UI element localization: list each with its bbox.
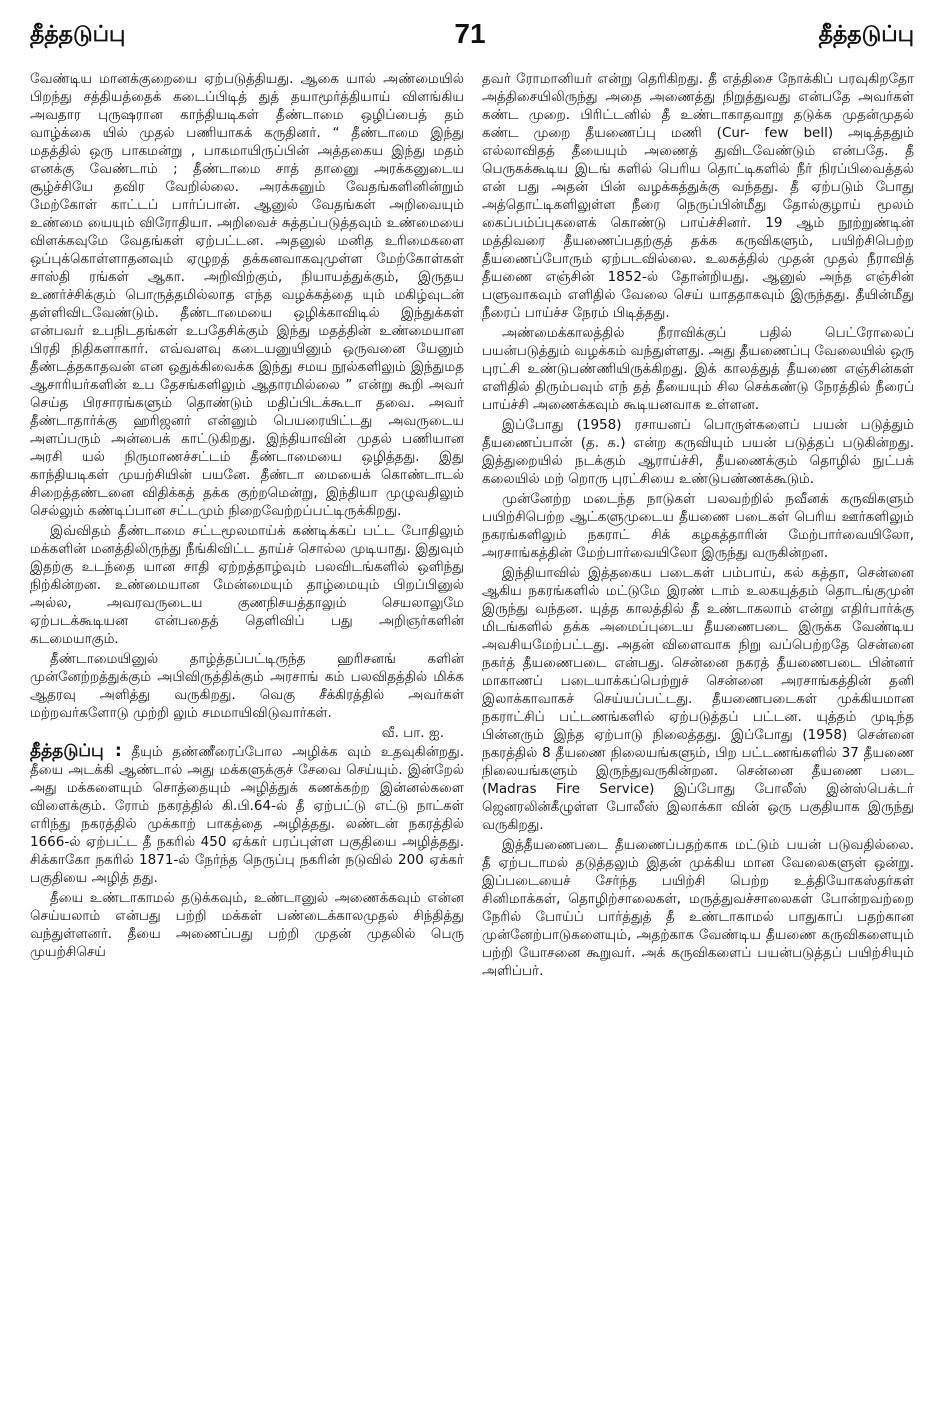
paragraph: இப்போது (1958) ரசாயனப் பொருள்களைப் பயன் படுத்தும் தீயணைப்பான் (த. க.) என்ற கருவியும் பயன் படுத்தப் படுகின்றது. இத்துறையில் நடக்கும் ஆராய்ச்சி, தீயணைக்கும் தொழில் நுட்பக் கலையில் மற் றொரு புரட்சியை உண்டுபண்ணக்கூடும். <box>482 417 914 487</box>
paragraph: இவ்விதம் தீண்டாமை சட்டமூலமாய்க் கண்டிக்கப் பட்ட போதிலும் மக்களின் மனத்திலிருந்து நீங்கிவிட்ட தாய்ச் சொல்ல முடியாது. இதுவும் இதற்கு உடந்தை யான சாதி ஏற்றத்தாழ்வும் பலவிடங்களில் ஒளிந்து நிற்கின்றன. உண்மையான மேன்மையும் தாழ்மையும் பிறப்பினுல் அல்ல, அவரவருடைய குணநிசயத்தாலும் செயலாலுமே ஏற்படக்கூடியன என்பதைத் தெளிவிப் பது அறிஞர்களின் கடமையாகும். <box>30 523 464 647</box>
paragraph: தீண்டாமையினுல் தாழ்த்தப்பட்டிருந்த ஹரிசனங் களின் முன்னேற்றத்துக்கும் அபிவிருத்திக்கும் அரசாங் கம் பலவிதத்தில் மிக்க ஆதரவு அளித்து வருகிறது. வெகு சீக்கிரத்தில் அவர்கள் மற்றவர்களோடு முற்றி லும் சமமாயிவிடுவார்கள். <box>30 651 464 721</box>
entry-paragraph <box>30 742 464 887</box>
right-column <box>482 70 914 982</box>
paragraph: தீயை உண்டாகாமல் தடுக்கவும், உண்டானுல் அணைக்கவும் என்ன செய்யலாம் என்பது பற்றி மக்கள் பண்டைக்காலமுதல் சிந்தித்து வந்துள்ளனர். தீயை அணைப்பது பற்றி முதன் முதலில் பெரு முயற்சிசெய் <box>30 890 464 960</box>
paragraph: இந்தியாவில் இத்தகைய படைகள் பம்பாய், கல் கத்தா, சென்னை ஆகிய நகரங்களில் மட்டுமே இரண் டாம் உலகயுத்தம் தொடங்குமுன் இருந்து வந்தன. யுத்த காலத்தில் தீ உண்டாகலாம் என்று எதிர்பார்க்கு மிடங்களில் தக்க அமைப்புடைய தீயணைபடை இருக்க வேண்டிய அவசியமேற்பட்டது. அதன் விளைவாக நிறு வப்பெற்றதே சென்னை நகர்த் தீயணைபடை என்பது. சென்னை நகரத் தீயணைபடை பின்னர் மாகாணப் படையாக்கப்பெற்றுச் சென்னை அரசாங்கத்தின் தனி இலாக்காவாகச் செய்யப்பட்டது. தீயணைபடைகள் முக்கியமான நகராட்சிப் பட்டணங்களில் ஏற்படுத்தப் பட்டன. யுத்தம் முடிந்த பின்னரும் இந்த ஏற்பாடு நிலைத்தது. இப்போது (1958) சென்னை நகரத்தில் 8 தீயணை நிலையங்களும், பிற பட்டணங்களில் 37 தீயணை நிலையங்களும் இருந்துவருகின்றன. சென்னை தீயணை படை (Madras Fire Service) இப்போது போலீஸ் இன்ஸ்பெக்டர் ஜெனரலின்கீழுள்ள போலீஸ் இலாக்கா வின் ஒரு பகுதியாக இருந்து வருகிறது. <box>482 565 914 833</box>
page-number: 71 <box>454 18 486 49</box>
entry-heading: தீத்தடுப்பு : <box>30 741 122 761</box>
running-title-right: தீத்தடுப்பு <box>818 22 914 47</box>
paragraph: இத்தீயணைபடை தீயணைப்பதற்காக மட்டும் பயன் படுவதில்லை. தீ ஏற்படாமல் தடுத்தலும் இதன் முக்கிய மான வேலைகளுள் ஒன்று. இப்படையைச் சேர்ந்த பயிற்சி பெற்ற உத்தியோகஸ்தர்கள் சினிமாக்கள், தொழிற்சாலைகள், மருத்துவச்சாலைகள் போன்றவற்றை நேரில் போய்ப் பார்த்துத் தீ உண்டாகாமல் பாதுகாப் பதற்கான முன்னேற்பாடுகளையும், அதற்காக வேண்டிய தீயணை கருவிகளையும் பற்றி யோசனை கூறுவர். அக் கருவிகளைப் பயன்படுத்தப் பயிற்சியும் அளிப்பர். <box>482 837 914 979</box>
paragraph: அண்மைக்காலத்தில் நீராவிக்குப் பதில் பெட்ரோலைப் பயன்படுத்தும் வழக்கம் வந்துள்ளது. அது தீயணைப்பு வேலையில் ஒரு புரட்சி உண்டுபண்ணியிருக்கிறது. இக் காலத்துத் தீயணை எஞ்சின்கள் எளிதில் திரும்பவும் எந் தத் தீயையும் சில செக்கண்டு நேரத்தில் நீரைப் பாய்ச்சி அணைக்கவும் கூடியனவாக உள்ளன. <box>482 325 914 413</box>
entry-text: தீயும் தண்ணீரைப்போல அழிக்க வும் உதவுகின்றது. தீயை அடக்கி ஆண்டால் அது மக்களுக்குச் சேவை செய்யும். இன்றேல் அது மக்களையும் சொத்தையும் அழித்துக் கணக்கற்ற இன்னல்களை விளைக்கும். ரோம் நகரத்தில் கி.பி.64-ல் தீ ஏற்பட்டு எட்டு நாட்கள் எரிந்து நகரத்தில் முக்காற் பாகத்தை அழித்தது. லண்டன் நகரத்தில் 1666-ல் ஏற்பட்ட தீ நகரில் 450 ஏக்கர் பரப்புள்ள பகுதியை அழித்தது. சிக்காகோ நகரில் 1871-ல் நேர்ந்த நெருப்பு நகரின் நடுவில் 200 ஏக்கர் பகுதியை அழித் தது. <box>30 744 464 886</box>
running-title-left: தீத்தடுப்பு <box>30 22 126 47</box>
author-signature: வீ. பா. ஐ. <box>381 725 444 741</box>
paragraph: தவர் ரோமானியர் என்று தெரிகிறது. தீ எத்திசை நோக்கிப் பரவுகிறதோ அத்திசையிலிருந்து அதை அணைத்து நிறுத்துவது என்பதே அவர்கள் கண்ட முறை. பிரிட்டனில் தீ உண்டாகாதவாறு தடுக்க முதன்முதல் கண்ட முறை தீயணைப்பு மணி (Cur- few bell) அடித்ததும் எல்லாவிதத் தீயையும் அணைத் துவிடவேண்டும் என்பதே. தீ பெருகக்கூடிய இடங் களில் பெரிய தொட்டிகளில் நீர் நிரப்பிவைத்தல் என் பது அதன் பின் வழக்கத்துக்கு வந்தது. தீ ஏற்படும் போது அத்தொட்டிகளிலுள்ள நீரை நெருப்பின்மீது தோல்குழாய் மூலம் கைப்பம்ப்புகளைக் கொண்டு பாய்ச்சினர். 19 ஆம் நூற்றுண்டின் மத்திவரை தீயணைப்பதற்குத் தக்க கருவிகளும், பயிற்சிபெற்ற தீயணைப்போரும் ஏற்படவில்லை. உலகத்தில் முதன் முதல் நீராவித் தீயணை எஞ்சின் 1852-ல் தோன்றியது. ஆனுல் அந்த எஞ்சின் பளுவாகவும் எளிதில் வேலை செய் யாததாகவும் இருந்தது. தீயின்மீது நீரைப் பாய்ச்ச நேரம் பிடித்தது. <box>482 71 914 321</box>
page-header <box>0 0 940 62</box>
left-column <box>30 70 464 963</box>
paragraph: வேண்டிய மானக்குறையை ஏற்படுத்தியது. ஆகை யால் அண்மையில் பிறந்து சத்தியத்தைக் கடைப்பிடித் துத் தயாமூர்த்தியாய் விளங்கிய அவதார புருஷரான காந்தியடிகள் தீண்டாமை ஒழிப்பைத் தம் வாழ்க்கை யில் முதல் பணியாகக் கருதினர். “ தீண்டாமை இந்து மதத்தில் ஒரு பாகமன்று , பாகமாயிருப்பின் அத்தகைய இந்து மதம் எனக்கு வேண்டாம் ; தீண்டாமை சாத் தானுை அரக்கனுடைய சூழ்ச்சியே தவிர வேறில்லை. அரக்கனும் வேதங்களினின்றும் மேற்கோள் காட்டப் பார்ப்பான். ஆனுல் வேதங்கள் அறிவையும் உண்மை யையும் விரோதியா. அறிவைச் சுத்தப்படுத்தவும் உண்மையை விளக்கவுமே வேதங்கள் ஏற்பட்டன. அதனுல் மனித உரிமைகளை ஒப்புக்கொள்ளாதனவும் ஏழுறத் தக்கனவாகவுமுள்ள மேற்கோள்கள் சாஸ்தி ரங்கள் ஆகா. அறிவிற்கும், நியாயத்துக்கும், இருதய உணர்ச்சிக்கும் பொருத்தமில்லாத எந்த வழக்கத்தை யும் மகிழ்வுடன் தள்ளிவிடவேண்டும். தீண்டாமையை ஒழிக்காவிடில் இந்துக்கள் என்பவர் உபநிடதங்கள் உபதேசிக்கும் இந்து மதத்தின் உண்மையான பிரதி நிதிகளாகார். எவ்வளவு கடையனுயினும் ஒருவனை யேனும் தீண்டத்தகாதவன் என ஒதுக்கிவைக்க இந்து சமய நூல்களிலும் இந்துமத ஆசாரியர்களின் உப தேசங்களிலும் ஆதாரமில்லை ” என்று கூறி அவர் செய்த பிரசாரங்களும் தொண்டும் மதிப்பிடக்கூடா தவை. அவர் தீண்டாதார்க்கு ஹரிஜனர் என்னும் பெயரையிட்டது அவருடைய அளப்பரும் அன்பைக் காட்டுகிறது. இந்தியாவின் முதல் பணியான அரசி யல் நிருமாணச்சட்டம் தீண்டாமையை ஒழித்தது. இது காந்தியடிகள் முயற்சியின் பயனே. தீண்டா மையைக் கொண்டாடல் சிறைத்தண்டனை விதிக்கத் தக்க குற்றமென்று, இந்தியா முழுவதிலும் செல்லும் கண்டிப்பான சட்டமும் நிறைவேற்றப்பட்டிருக்கிறது. <box>30 71 464 519</box>
paragraph: முன்னேற்ற மடைந்த நாடுகள் பலவற்றில் நவீனக் கருவிகளும் பயிற்சிபெற்ற ஆட்களுமுடைய தீயணை படைகள் பெரிய ஊர்களிலும் நகரங்களிலும் நகராட் சிக் கழகத்தாரின் மேற்பார்வையிலோ, அரசாங்கத்தின் மேற்பார்வையிலோ இருந்து வருகின்றன. <box>482 491 914 561</box>
